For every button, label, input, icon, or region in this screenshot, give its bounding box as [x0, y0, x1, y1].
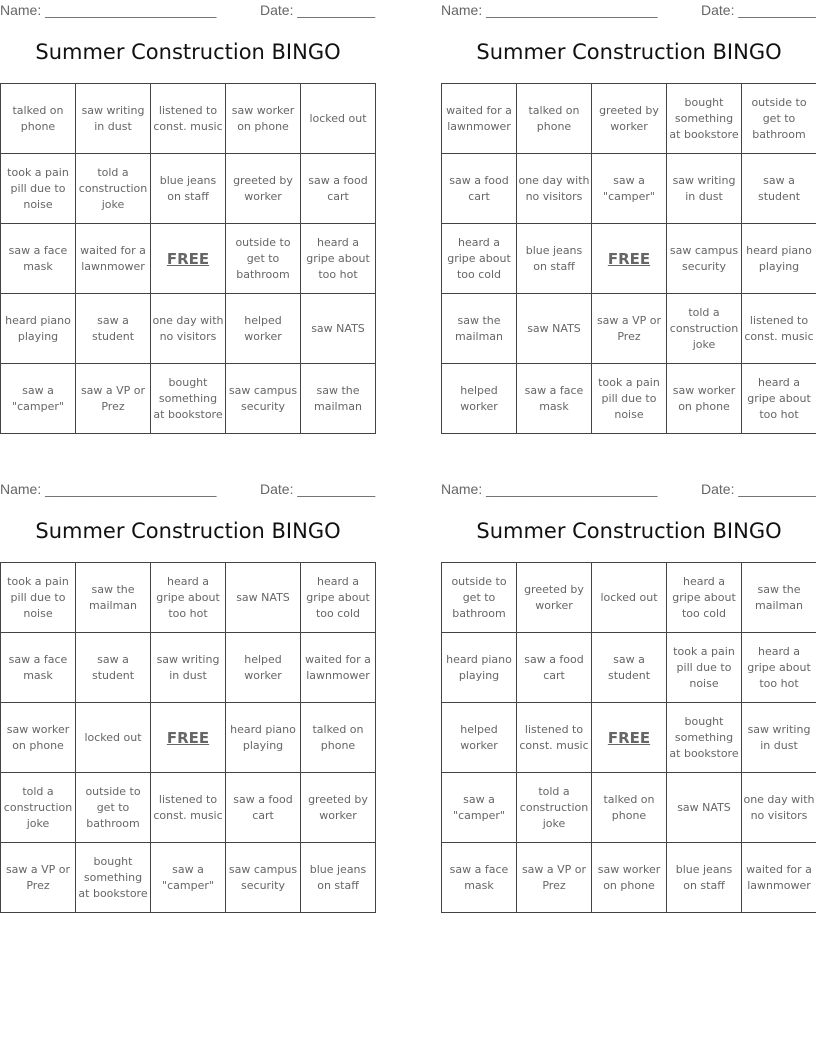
card-title: Summer Construction BINGO — [35, 519, 341, 543]
bingo-row — [1, 843, 376, 913]
bingo-grid — [0, 562, 376, 913]
bingo-cell: locked out — [301, 84, 376, 154]
bingo-cell: saw a VP or Prez — [1, 843, 76, 913]
bingo-cell: saw the mailman — [301, 364, 376, 434]
bingo-cell: saw a food cart — [301, 154, 376, 224]
bingo-row — [442, 364, 816, 434]
bingo-cell: saw writing in dust — [76, 84, 151, 154]
bingo-card — [0, 0, 376, 440]
bingo-cell: locked out — [76, 703, 151, 773]
bingo-cell: heard a gripe about too cold — [301, 563, 376, 633]
bingo-cell: waited for a lawnmower — [76, 224, 151, 294]
bingo-cell: saw a VP or Prez — [592, 294, 667, 364]
bingo-card — [441, 0, 816, 440]
bingo-cell: outside to get to bathroom — [76, 773, 151, 843]
bingo-cell: saw a food cart — [517, 633, 592, 703]
bingo-cell: helped worker — [226, 294, 301, 364]
name-date-row — [441, 0, 816, 20]
bingo-cell: bought something at bookstore — [151, 364, 226, 434]
free-space: FREE — [592, 703, 667, 773]
bingo-cell: saw the mailman — [76, 563, 151, 633]
bingo-cell: blue jeans on staff — [151, 154, 226, 224]
date-field-label: Date: __________ — [260, 2, 376, 18]
bingo-cell: saw a VP or Prez — [517, 843, 592, 913]
bingo-cell: saw the mailman — [442, 294, 517, 364]
bingo-cell: saw a face mask — [1, 633, 76, 703]
bingo-cell: one day with no visitors — [517, 154, 592, 224]
bingo-cell: took a pain pill due to noise — [1, 154, 76, 224]
bingo-row — [1, 563, 376, 633]
bingo-cell: one day with no visitors — [742, 773, 816, 843]
bingo-card — [0, 479, 376, 919]
bingo-cell: greeted by worker — [517, 563, 592, 633]
bingo-row — [442, 154, 816, 224]
bingo-grid — [441, 562, 816, 913]
bingo-cell: saw NATS — [517, 294, 592, 364]
bingo-cell: saw a face mask — [517, 364, 592, 434]
bingo-row — [442, 703, 816, 773]
bingo-cell: helped worker — [442, 364, 517, 434]
name-date-row — [0, 0, 376, 20]
bingo-cell: saw NATS — [301, 294, 376, 364]
date-field-label: Date: __________ — [701, 481, 816, 497]
date-field-label: Date: __________ — [260, 481, 376, 497]
bingo-cell: told a construction joke — [76, 154, 151, 224]
bingo-cell: heard a gripe about too cold — [442, 224, 517, 294]
bingo-cell: locked out — [592, 563, 667, 633]
bingo-cell: saw a face mask — [1, 224, 76, 294]
bingo-cell: told a construction joke — [1, 773, 76, 843]
bingo-cell: heard a gripe about too hot — [742, 364, 816, 434]
bingo-row — [442, 563, 816, 633]
free-space: FREE — [151, 224, 226, 294]
bingo-cell: heard a gripe about too hot — [151, 563, 226, 633]
card-title: Summer Construction BINGO — [476, 40, 782, 64]
bingo-cell: heard piano playing — [1, 294, 76, 364]
bingo-cell: saw campus security — [226, 364, 301, 434]
bingo-cell: helped worker — [442, 703, 517, 773]
bingo-cell: saw NATS — [226, 563, 301, 633]
bingo-cell: saw a "camper" — [151, 843, 226, 913]
bingo-row — [442, 843, 816, 913]
bingo-cell: saw a food cart — [226, 773, 301, 843]
bingo-cell: saw a "camper" — [442, 773, 517, 843]
bingo-cell: took a pain pill due to noise — [592, 364, 667, 434]
bingo-cell: heard piano playing — [742, 224, 816, 294]
date-field-label: Date: __________ — [701, 2, 816, 18]
bingo-cell: greeted by worker — [301, 773, 376, 843]
bingo-cell: talked on phone — [1, 84, 76, 154]
bingo-cell: talked on phone — [592, 773, 667, 843]
bingo-cell: saw writing in dust — [151, 633, 226, 703]
bingo-cell: saw worker on phone — [226, 84, 301, 154]
name-field-label: Name: ______________________ — [441, 2, 658, 18]
bingo-cell: saw campus security — [667, 224, 742, 294]
bingo-cell: listened to const. music — [742, 294, 816, 364]
free-space: FREE — [592, 224, 667, 294]
bingo-cell: outside to get to bathroom — [742, 84, 816, 154]
bingo-cell: saw worker on phone — [667, 364, 742, 434]
name-field-label: Name: ______________________ — [441, 481, 658, 497]
card-title: Summer Construction BINGO — [35, 40, 341, 64]
bingo-cell: waited for a lawnmower — [742, 843, 816, 913]
bingo-cell: saw a student — [742, 154, 816, 224]
bingo-cell: saw writing in dust — [667, 154, 742, 224]
bingo-cell: listened to const. music — [151, 84, 226, 154]
bingo-row — [442, 773, 816, 843]
bingo-cell: heard a gripe about too hot — [742, 633, 816, 703]
name-date-row — [441, 479, 816, 499]
bingo-cell: saw the mailman — [742, 563, 816, 633]
bingo-cell: saw a VP or Prez — [76, 364, 151, 434]
bingo-cell: blue jeans on staff — [301, 843, 376, 913]
bingo-cell: saw worker on phone — [1, 703, 76, 773]
bingo-cell: saw a student — [76, 294, 151, 364]
bingo-cell: talked on phone — [517, 84, 592, 154]
bingo-row — [1, 294, 376, 364]
bingo-cell: bought something at bookstore — [76, 843, 151, 913]
bingo-cell: blue jeans on staff — [667, 843, 742, 913]
bingo-cell: outside to get to bathroom — [226, 224, 301, 294]
name-date-row — [0, 479, 376, 499]
bingo-cell: saw a "camper" — [592, 154, 667, 224]
bingo-row — [1, 84, 376, 154]
card-title: Summer Construction BINGO — [476, 519, 782, 543]
free-space: FREE — [151, 703, 226, 773]
bingo-cell: blue jeans on staff — [517, 224, 592, 294]
bingo-cell: saw a student — [76, 633, 151, 703]
bingo-cell: heard piano playing — [442, 633, 517, 703]
bingo-cell: saw campus security — [226, 843, 301, 913]
bingo-cell: waited for a lawnmower — [301, 633, 376, 703]
bingo-cell: saw a food cart — [442, 154, 517, 224]
bingo-card — [441, 479, 816, 919]
bingo-cell: listened to const. music — [517, 703, 592, 773]
bingo-row — [1, 703, 376, 773]
bingo-cell: greeted by worker — [226, 154, 301, 224]
bingo-grid — [0, 83, 376, 434]
bingo-cell: heard a gripe about too hot — [301, 224, 376, 294]
bingo-cell: saw a "camper" — [1, 364, 76, 434]
bingo-row — [1, 633, 376, 703]
bingo-row — [1, 773, 376, 843]
bingo-cell: waited for a lawnmower — [442, 84, 517, 154]
bingo-cell: saw a face mask — [442, 843, 517, 913]
bingo-cell: took a pain pill due to noise — [1, 563, 76, 633]
bingo-cell: one day with no visitors — [151, 294, 226, 364]
bingo-cell: told a construction joke — [667, 294, 742, 364]
bingo-cell: saw writing in dust — [742, 703, 816, 773]
bingo-cell: told a construction joke — [517, 773, 592, 843]
bingo-cell: bought something at bookstore — [667, 703, 742, 773]
bingo-row — [442, 84, 816, 154]
bingo-cell: listened to const. music — [151, 773, 226, 843]
bingo-cell: helped worker — [226, 633, 301, 703]
bingo-cell: heard piano playing — [226, 703, 301, 773]
bingo-grid — [441, 83, 816, 434]
bingo-cell: outside to get to bathroom — [442, 563, 517, 633]
bingo-cell: took a pain pill due to noise — [667, 633, 742, 703]
name-field-label: Name: ______________________ — [0, 481, 217, 497]
bingo-cell: heard a gripe about too cold — [667, 563, 742, 633]
bingo-cell: greeted by worker — [592, 84, 667, 154]
bingo-row — [1, 154, 376, 224]
bingo-cell: bought something at bookstore — [667, 84, 742, 154]
bingo-row — [442, 294, 816, 364]
bingo-cell: saw a student — [592, 633, 667, 703]
bingo-row — [442, 224, 816, 294]
bingo-cell: saw NATS — [667, 773, 742, 843]
bingo-row — [1, 224, 376, 294]
bingo-cell: saw worker on phone — [592, 843, 667, 913]
name-field-label: Name: ______________________ — [0, 2, 217, 18]
bingo-row — [1, 364, 376, 434]
bingo-row — [442, 633, 816, 703]
bingo-cell: talked on phone — [301, 703, 376, 773]
